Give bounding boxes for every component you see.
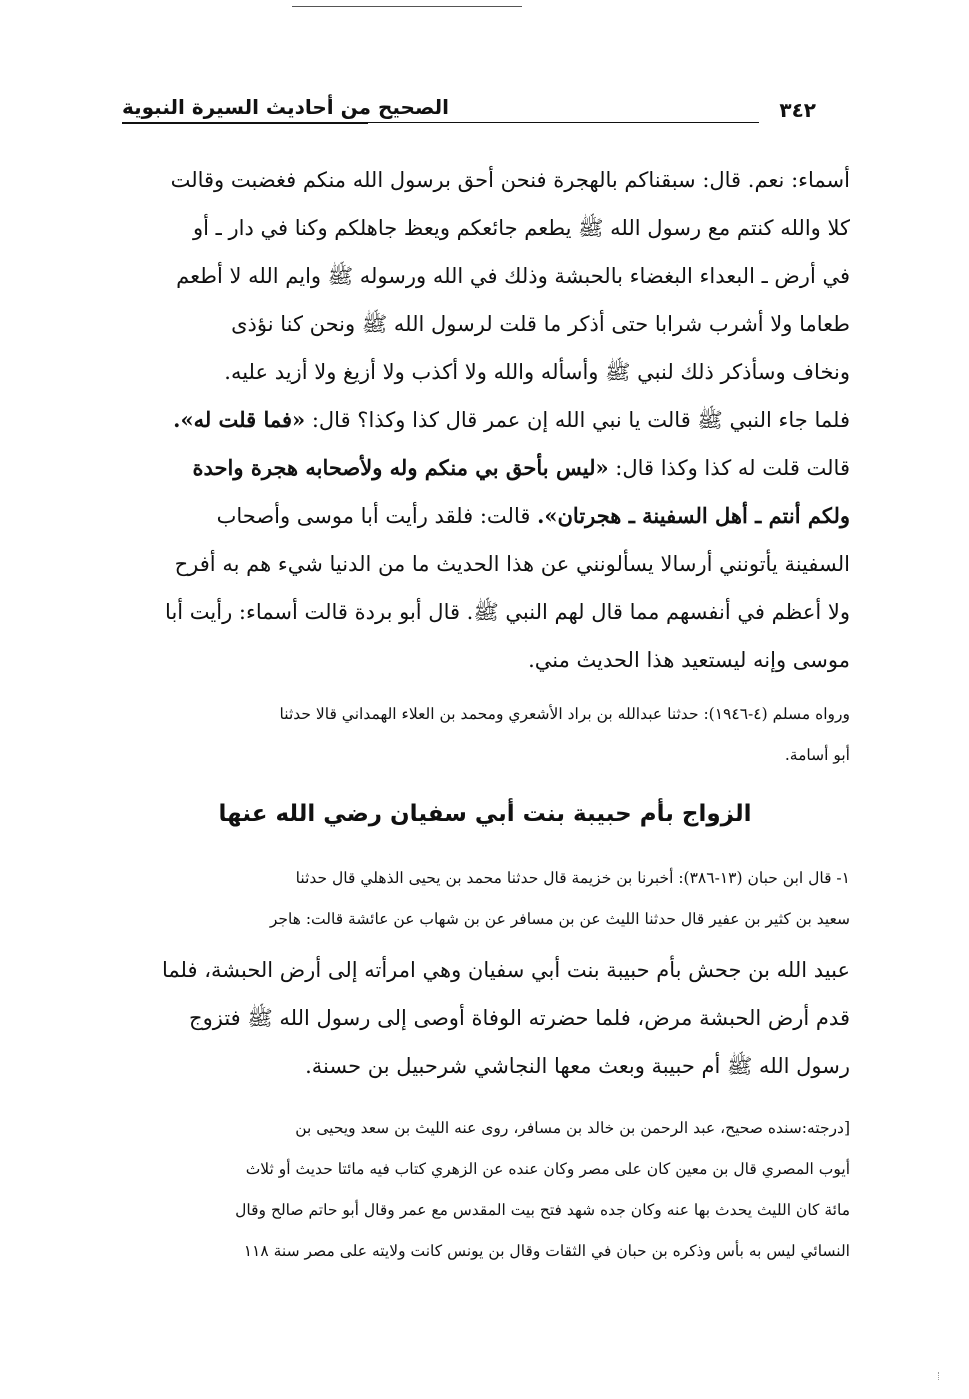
degree-line: النسائي ليس به بأس وذكره بن حبان في الثقات وقال بن يونس كانت ولايته على مصر سنة ١١٨ <box>243 1242 850 1260</box>
hadith-isnad <box>120 858 850 940</box>
text-line: موسى وإنه ليستعيد هذا الحديث مني. <box>528 648 850 672</box>
main-paragraph <box>120 156 850 684</box>
hadith-line: عبيد الله بن جحش بأم حبيبة بنت أبي سفيان وهي امرأته إلى أرض الحبشة، فلما <box>162 958 850 982</box>
hadith-text <box>120 946 850 1090</box>
text-line <box>120 492 850 540</box>
page-header <box>122 92 846 132</box>
text-line: طعاما ولا أشرب شرابا حتى أذكر ما قلت لرسول الله ﷺ ونحن كنا نؤذى <box>231 312 850 336</box>
header-rule-thick <box>122 122 368 124</box>
degree-line: مائة كان الليث يحدث بها عنه وكان جده شهد فتح بيت المقدس مع عمر وقال أبو حاتم صالح وقال <box>235 1201 850 1219</box>
hadith-line: رسول الله ﷺ أم حبيبة وبعث معها النجاشي شرحبيل بن حسنة. <box>305 1054 850 1078</box>
section-heading: الزواج بأم حبيبة بنت أبي سفيان رضي الله عنها <box>218 801 752 827</box>
hadith-line: قدم أرض الحبشة مرض، فلما حضرته الوفاة أوصى إلى رسول الله ﷺ فتزوج <box>189 1006 850 1030</box>
degree-line: [درجته:سنده صحيح، عبد الرحمن بن خالد بن مسافر، روى عنه الليث بن سعد ويحيى بن <box>295 1119 850 1137</box>
text-line: كلا والله كنتم مع رسول الله ﷺ يطعم جائعكم ويعظ جاهلكم وكنا في دار ـ أو <box>193 216 850 240</box>
text-line: في أرض ـ البعداء البغضاء بالحبشة وذلك في الله ورسوله ﷺ وايم الله لا أطعم <box>176 264 850 288</box>
text-line: السفينة يأتونني أرسالا يسألونني عن هذا الحديث ما من الدنيا شيء هم به أفرح <box>174 552 850 576</box>
isnad-line: سعيد بن كثير بن عفير قال حدثنا الليث عن بن مسافر عن بن شهاب عن عائشة قالت: هاجر <box>269 910 850 928</box>
book-title: الصحيح من أحاديث السيرة النبوية <box>122 95 450 119</box>
note-line: أبو أسامة. <box>784 746 850 764</box>
degree-line: أيوب المصري قال بن معين كان على مصر وكان عنده عن الزهري كتاب فيه مائتا حديث أو ثلاث <box>245 1160 850 1178</box>
note-line: ورواه مسلم (٤-١٩٤٦): حدثنا عبدالله بن براد الأشعري ومحمد بن العلاء الهمداني قالا حدثنا <box>279 705 850 723</box>
top-rule <box>292 6 522 7</box>
isnad-line: ١- قال ابن حبان (١٣-٣٨٦): أخبرنا بن خزيمة قال حدثنا محمد بن يحيى الذهلي قال حدثنا <box>295 869 850 887</box>
text-line: ونخاف وسأذكر ذلك لنبي ﷺ وأسأله والله ولا أكذب ولا أزيغ ولا أزيد عليه. <box>224 360 850 384</box>
note-muslim <box>120 694 850 776</box>
header-rule-thin <box>367 122 759 123</box>
text-line-part: قالت قلت له كذا وكذا قال: «ليس بأحق بي منكم وله ولأصحابه هجرة واحدة <box>192 455 850 480</box>
degree-note <box>120 1108 850 1272</box>
text-line <box>120 396 850 444</box>
scan-mark <box>938 1372 947 1380</box>
text-line: ولا أعظم في أنفسهم مما قال لهم النبي ﷺ. قال أبو بردة قالت أسماء: رأيت أبا <box>165 600 850 624</box>
text-line <box>120 444 850 492</box>
text-line: أسماء: نعم. قال: سبقناكم بالهجرة فنحن أحق برسول الله منكم فغضبت وقالت <box>170 168 850 192</box>
text-line-part: ولكم أنتم ـ أهل السفينة ـ هجرتان». قالت: فلقد رأيت أبا موسى وأصحاب <box>216 503 850 528</box>
text-line-part: فلما جاء النبي ﷺ قالت يا نبي الله إن عمر قال كذا وكذا؟ قال: «فما قلت له». <box>173 407 850 432</box>
page-number: ٣٤٢ <box>779 98 816 122</box>
